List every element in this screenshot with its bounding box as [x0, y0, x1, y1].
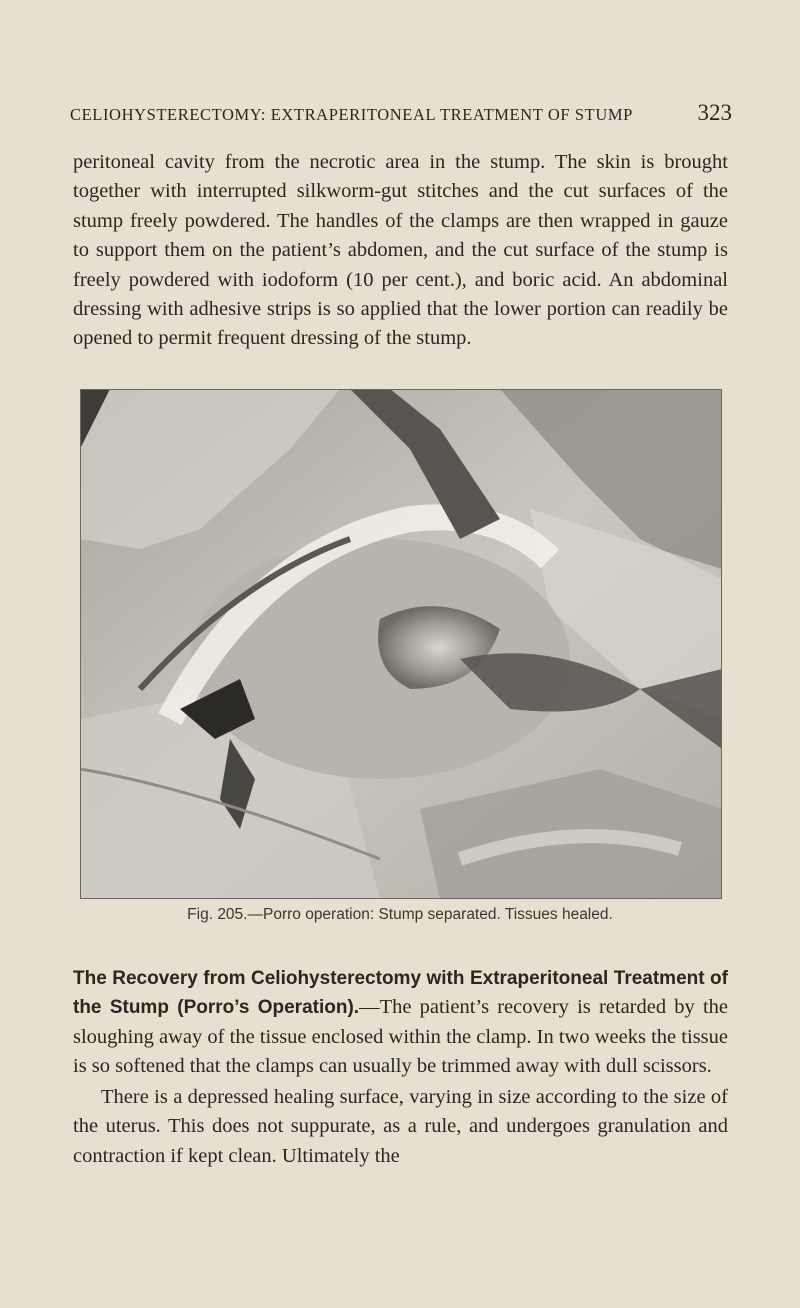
section-heading: The Recovery from Celiohysterectomy with Extraperitoneal Treatment of the Stump (Porro’s Operation). [73, 968, 728, 1019]
running-title: CELIOHYSTERECTOMY: EXTRAPERITONEAL TREATMENT OF STUMP [70, 105, 633, 124]
page-number: 323 [697, 100, 732, 125]
running-header [70, 100, 732, 132]
figure-caption: Fig. 205.—Porro operation: Stump separated. Tissues healed. [187, 906, 613, 923]
paragraph-2 [73, 964, 728, 1082]
paragraph-2-body: —The patient’s recovery is retarded by the sloughing away of the tissue enclosed within the clamp. In two weeks the tissue is so softened that the clamps can usually be trimmed away with dull scissors. [73, 996, 728, 1078]
paragraph-3: There is a depressed healing surface, varying in size according to the size of the uterus. This does not suppurate, as a rule, and undergoes granulation and contraction if kept clean. Ultimately the [73, 1086, 728, 1167]
photograph-illustration [80, 389, 722, 899]
paragraph-1: peritoneal cavity from the necrotic area in the stump. The skin is brought together with interrupted silkworm-gut stitches and the cut surfaces of the stump freely powdered. The handles of the clamps are then wrapped in gauze to support them on the patient’s abdomen, and the cut surface of the stump is freely powdered with iodoform (10 per cent.), and boric acid. An abdominal dressing with adhesive strips is so applied that the lower portion can readily be opened to permit frequent dressing of the stump. [73, 151, 728, 350]
figure-photograph [80, 389, 722, 899]
